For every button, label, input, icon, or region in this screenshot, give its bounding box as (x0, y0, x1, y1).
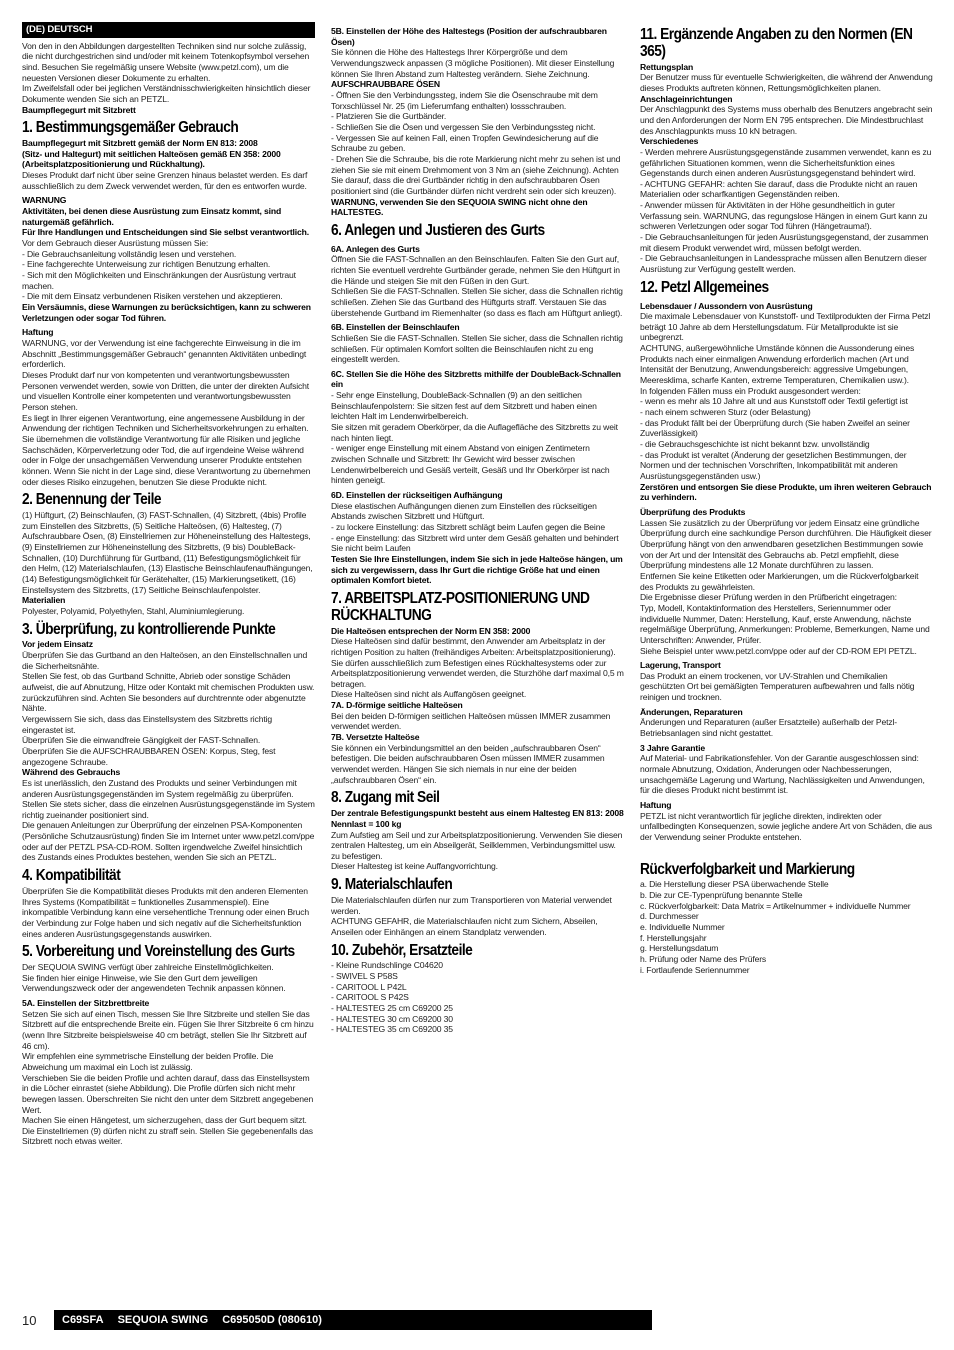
bold-paragraph: Rettungsplan (640, 61, 694, 72)
bold-paragraph: Während des Gebrauchs (22, 767, 121, 778)
subsection-heading: Überprüfung des Produkts (640, 506, 746, 517)
bold-paragraph: Anschlageinrichtungen (640, 93, 733, 104)
bold-paragraph: WARNUNG, verwenden Sie den SEQUOIA SWING nicht ohne den HALTESTEG. (331, 196, 588, 218)
paragraph: Die Materialschlaufen dürfen nur zum Transportieren von Material verwendet werden. ACHTUNG GEFAHR, die Materialschlaufen nicht zum Sichern, Abseilen, Anseilen oder Einhängen an einem Standplatz verwenden. (331, 894, 612, 937)
paragraph: Setzen Sie sich auf einen Tisch, messen Sie Ihre Sitzbreite und stellen Sie das Sitzbrett auf die entsprechende Breite ein. Fügen Sie Ihrer Sitzbreite 6 cm hinzu (wenn Ihre Sitzbreite beispielsweise 40 cm beträgt, stellen Sie Ihr Sitzbrett auf 46 cm). Wir empfehlen eine symmetrische Einstellung der beiden Profile. Die Abweichung um maximal ein Loch ist zulässig. Verschieben Sie die beiden Profile und achten darauf, dass das Einstellsystem in die Löcher einrastet (siehe Abbildung). Die Profile dürfen sich nicht mehr bewegen lassen. Überschreiten Sie nicht den unter dem Sitzbrett angegebenen Wert. Machen Sie einen Hängetest, um sicherzugehen, dass der Gurt bequem sitzt. Die Einstellriemen (9) dürfen nicht zu straff sein. Stellen Sie gegebenenfalls das Sitzbrett noch etwas weiter. (22, 1008, 314, 1147)
section-heading: 1. Bestimmungsgemäßer Gebrauch (22, 119, 239, 137)
subsection-heading: 6B. Einstellen der Beinschlaufen (331, 322, 460, 333)
paragraph: Dieses Produkt darf nicht über seine Grenzen hinaus belastet werden. Es darf ausschließlich zu dem Zweck verwendet werden, für den es entworfen wurde. (22, 170, 308, 191)
section-heading: 12. Petzl Allgemeines (640, 278, 769, 296)
section-heading: 3. Überprüfung, zu kontrollierende Punkte (22, 620, 276, 638)
bold-paragraph: Baumpflegegurt mit Sitzbrett gemäß der Norm EN 813: 2008 (Sitz- und Haltegurt) mit seitlichen Halteösen gemäß EN 358: 2000 (Arbeitsplatzpositionierung und Rückhaltung). (22, 138, 281, 170)
section-heading: 7. ARBEITSPLATZ-POSITIONIERUNG UND RÜCKHALTUNG (331, 589, 590, 624)
spacer (640, 843, 933, 857)
paragraph: Die maximale Lebensdauer von Kunststoff- und Textilprodukten der Firma Petzl beträgt 10 Jahre ab dem Herstellungsdatum. Für Metallprodukte ist sie unbegrenzt. ACHTUNG, außergewöhnliche Umstände können die Aussonderung eines Produkts nach einer einmaligen Anwendung erforderlich machen (Art und Intensität der Benutzung, Anwendungsbereich: aggressive Umgebungen, Meeresklima, scharfe Kanten, extreme Temperaturen, Chemikalien usw.). In folgenden Fällen muss ein Produkt ausgesondert werden: - wenn es mehr als 10 Jahre alt und aus Kunststoff oder Textil gefertigt ist - nach einem schweren Sturz (oder Belastung) - das Produkt fällt bei der Überprüfung durch (Sie haben Zweifel an seiner Zuverlässigkeit) - die Gebrauchsgeschichte ist nicht bekannt bzw. unvollständig - das Produkt ist veraltet (Änderung der gesetzlichen Bestimmungen, der Normen und der technischen Vorschriften, Inkompatibilität mit anderen Ausrüstungsgegenständen usw.) (640, 311, 931, 482)
paragraph: Lassen Sie zusätzlich zu der Überprüfung vor jedem Einsatz eine gründliche Überprüfung durch eine sachkundige Person durchführen. Die Häufigkeit dieser Überprüfung hängt von den anwendbaren gesetzlichen Bestimmungen sowie von der Art und der Intensität des Gebrauchs ab. Petzl empfiehlt, diese Überprüfung mindestens alle 12 Monate durchführen zu lassen. Entfernen Sie keine Etiketten oder Markierungen, um die Rückverfolgbarkeit des Produkts zu gewährleisten. Die Ergebnisse dieser Prüfung werden in den Prüfbericht eingetragen: Typ, Modell, Kontaktinformation des Herstellers, Seriennummer oder individuelle Nummer, Daten: Herstellung, Kauf, erste Anwendung, nächste regelmäßige Überprüfung, Anmerkungen: Probleme, Bemerkungen, Name und Unterschriften: Anwender, Prüfer. Siehe Beispiel unter www.petzl.com/ppe oder auf der CD-ROM EPI PETZL. (640, 517, 932, 656)
subsection-heading: 6A. Anlegen des Gurts (331, 243, 420, 254)
bold-paragraph: Aktivitäten, bei denen diese Ausrüstung zum Einsatz kommt, sind naturgemäß gefährlich. Für Ihre Handlungen und Entscheidungen sind Sie selbst verantwortlich. (22, 206, 309, 238)
page-number: 10 (22, 1312, 37, 1328)
bold-paragraph: Der zentrale Befestigungspunkt besteht aus einem Haltesteg EN 813: 2008 Nennlast = 100 kg (331, 808, 624, 829)
page-footer (22, 1310, 652, 1330)
section-heading: Rückverfolgbarkeit und Markierung (640, 860, 855, 878)
paragraph: Schließen Sie die FAST-Schnallen. Stellen Sie sicher, dass die Schnallen richtig schließen. Für optimalen Komfort sollten die Beinschlaufen nicht zu eng eingestellt werden. (331, 332, 623, 365)
subsection-heading: 5A. Einstellen der Sitzbrettbreite (22, 997, 150, 1008)
section-heading: 10. Zubehör, Ersatzteile (331, 941, 473, 959)
subsection-heading: 6D. Einstellen der rückseitigen Aufhängung (331, 490, 503, 501)
section-heading: 6. Anlegen und Justieren des Gurts (331, 221, 545, 239)
paragraph: Der SEQUOIA SWING verfügt über zahlreiche Einstellmöglichkeiten. Sie finden hier einige Hinweise, wie Sie den Gurt dem jeweiligen Verwendungszweck oder der angewendeten Technik anpassen können. (22, 961, 286, 994)
paragraph: - Kleine Rundschlinge C04620 - SWIVEL S P58S - CARITOOL L P42L - CARITOOL S P42S - HALTESTEG 25 cm C69200 25 - HALTESTEG 30 cm C69200 30 - HALTESTEG 35 cm C69200 35 (331, 960, 453, 1035)
paragraph: WARNUNG, vor der Verwendung ist eine fachgerechte Einweisung in die im Abschnitt „Bestimmungsgemäßer Gebrauch“ genannten Aktivitäten unbedingt erforderlich. Dieses Produkt darf nur von kompetenten und verantwortungsbewussten Personen verwendet werden, sowie von Dritten, die unter der direkten Aufsicht und visuellen Kontrolle einer kompetenten und verantwortungsbewussten Person stehen. Es liegt in Ihrer eigenen Verantwortung, eine angemessene Ausbildung in der Anwendung der richtigen Techniken und Sicherheitsvorkehrungen zu erhalten. Sie übernehmen die vollständige Verantwortung für alle Risiken und jegliche Sachschäden, Körperverletzung oder Tod, die auf irgendeine Weise während oder in Folge der unsachgemäßen Verwendung unserer Produkte entstehen können. Wenn Sie nicht in der Lage sind, diese Verantwortung zu übernehmen oder dieses Risiko einzugehen, benutzen Sie diese Produkte nicht. (22, 337, 311, 487)
paragraph: Das Produkt an einem trockenen, vor UV-Strahlen und Chemikalien geschützten Ort bei gemäßigten Temperaturen aufbewahren und falls nötig reinigen und trocknen. (640, 670, 915, 703)
subsection-heading: Haftung (640, 800, 672, 811)
paragraph: Bei den beiden D-förmigen seitlichen Halteösen müssen IMMER zusammen verwendet werden. (331, 710, 611, 732)
subsection-heading: Haftung (22, 327, 54, 338)
text-column-2 (331, 22, 624, 1035)
bold-paragraph: Zerstören und entsorgen Sie diese Produkte, um ihren weiteren Gebrauch zu verhindern. (640, 481, 932, 503)
section-heading: 5. Vorbereitung und Voreinstellung des Gurts (22, 943, 295, 961)
product-code: C69SFA (62, 1314, 104, 1326)
paragraph: - Sehr enge Einstellung, DoubleBack-Schnallen (9) an den seitlichen Beinschlaufenpolstern: Sie sitzen fest auf dem Sitzbrett und haben einen leichten Halt im Lendenwirbelbereich. Sie sitzen mit geradem Oberkörper, da die Auflagefläche des Sitzbretts zu weit nach hinten liegt. - weniger enge Einstellung mit einem Abstand von einigen Zentimetern zwischen Schnalle und Sitzbrett: Ihr Gewicht wird besser zwischen Lendenwirbelbereich und Gesäß verteilt, Gesäß und Ihr Oberkörper ist nach hinten geneigt. (331, 390, 618, 486)
paragraph: Überprüfen Sie das Gurtband an den Halteösen, an den Einstellschnallen und die Sicherheitsnähte. Stellen Sie fest, ob das Gurtband Schnitte, Abrieb oder sonstige Schäden aufweist, die auf Abnutzung, Hitze oder Kontakt mit chemischen Produkten usw. zurückzuführen sind. Achten Sie besonders auf durchtrennte oder abgenutzte Nähte. Vergewissern Sie sich, dass das Einstellsystem des Sitzbretts richtig eingerastet ist. Überprüfen Sie die einwandfreie Gängigkeit der FAST-Schnallen. Überprüfen Sie die AUFSCHRAUBBAREN ÖSEN: Korpus, Steg, fest angezogene Schraube. (22, 649, 315, 767)
paragraph: Diese Halteösen sind dafür bestimmt, den Anwender am Arbeitsplatz in der richtigen Position zu halten (freihändiges Arbeiten: Arbeitsplatzpositionierung). Sie dürfen ausschließlich zum Befestigen eines Rückhaltesystems oder zur Arbeitsplatzpositionierung verwendet werden, die Sturzhöhe darf maximal 0,5 m betragen. Diese Halteösen sind nicht als Auffangösen geeignet. (331, 636, 624, 700)
bold-paragraph: AUFSCHRAUBBARE ÖSEN (331, 79, 440, 90)
section-heading: 9. Materialschlaufen (331, 876, 453, 894)
language-header: (DE) DEUTSCH (22, 22, 315, 38)
subsection-heading: Lagerung, Transport (640, 660, 721, 671)
paragraph: a. Die Herstellung dieser PSA überwachende Stelle b. Die zur CE-Typenprüfung benannte Stelle c. Rückverfolgbarkeit: Data Matrix = Artikelnummer + individuelle Nummer d. Durchmesser e. Individuelle Nummer f. Herstellungsjahr g. Herstellungsdatum h. Prüfung oder Name des Prüfers i. Fortlaufende Seriennummer (640, 879, 911, 975)
paragraph: (1) Hüftgurt, (2) Beinschlaufen, (3) FAST-Schnallen, (4) Sitzbrett, (4bis) Profile zum Einstellen des Sitzbretts, (5) Seitliche Halteösen, (6) Haltesteg, (7) Aufschraubbare Ösen, (8) Einstellriemen zur Höheneinstellung des Haltestegs, (9) Einstellriemen zur Höheneinstellung des Sitzbretts, (9 bis) DoubleBack-Schnallen, (10) Durchführung für Gurtband, (11) Befestigungsmöglichkeit für den Helm, (12) Materialschlaufen, (13) Elastische Beinschlaufenaufhängungen, (14) Befestigungsmöglichkeit für Gerätehalter, (15) Markierungsetikett, (16) Einstellsystem des Sitzbretts, (17) Seitliche Beinschlaufenpolster. (22, 509, 313, 595)
subsection-heading: 6C. Stellen Sie die Höhe des Sitzbretts mithilfe der DoubleBack-Schnallen ein (331, 368, 621, 390)
paragraph: Von den in den Abbildungen dargestellten Techniken sind nur solche zulässig, die nicht durchgestrichen sind und/oder mit keinem Totenkopfsymbol versehen sind. Besuchen Sie regelmäßig unsere Website (www.petzl.com), um die neuesten Versionen dieser Dokumente zu erhalten. Im Zweifelsfall oder bei jeglichen Verständnisschwierigkeiten hinsichtlich dieser Dokumente wenden Sie sich an PETZL. (22, 40, 311, 105)
section-heading: 8. Zugang mit Seil (331, 789, 440, 807)
paragraph: Auf Material- und Fabrikationsfehler. Von der Garantie ausgeschlossen sind: normale Abnutzung, Oxidation, Änderungen oder Nachbesserungen, unsachgemäße Lagerung und Wartung, Nachlässigkeiten und Anwendungen, für die dieses Produkt nicht bestimmt ist. (640, 753, 925, 796)
bold-paragraph: 7B. Versetzte Halteöse (331, 732, 420, 743)
section-heading: 4. Kompatibilität (22, 867, 121, 885)
bold-paragraph: Verschiedenes (640, 136, 699, 147)
paragraph: PETZL ist nicht verantwortlich für jegliche direkten, indirekten oder unfallbedingten Konsequenzen, sowie jegliche andere Art von Schäden, die aus der Verwendung seiner Produkte entstehen. (640, 810, 932, 843)
subsection-heading: 5B. Einstellen der Höhe des Haltestegs (Position der aufschraubbaren Ösen) (331, 26, 607, 47)
paragraph: Öffnen Sie die FAST-Schnallen an den Beinschlaufen. Falten Sie den Gurt auf, richten Sie eventuell verdrehte Gurtbänder gerade, nehmen Sie den Hüftgurt in die Hände und steigen Sie mit den Füßen in den Gurt. Schließen Sie die FAST-Schnallen. Stellen Sie sicher, dass die Schnallen richtig schließen. Ziehen Sie das Gurtband des Hüftgurts straff. Verstauen Sie das überstehende Gurtband im Riemenhalter (so dass es flach am Hüftgurt anliegt). (331, 254, 623, 318)
subsection-heading: Änderungen, Reparaturen (640, 706, 743, 717)
footer-bar (54, 1310, 652, 1330)
paragraph: Änderungen und Reparaturen (außer Ersatzteile) außerhalb der Petzl-Betriebsanlagen sind nicht gestattet. (640, 717, 897, 739)
bold-paragraph: Die Halteösen entsprechen der Norm EN 358: 2000 (331, 625, 531, 636)
subsection-heading: 3 Jahre Garantie (640, 742, 705, 753)
paragraph: Der Anschlagpunkt des Systems muss oberhalb des Benutzers angebracht sein und den Anforderungen der Norm EN 795 entsprechen. Die Mindestbruchlast des Anschlagpunkts muss 10 kN betragen. (640, 104, 933, 136)
bold-paragraph: Vor jedem Einsatz (22, 639, 93, 650)
text-column-1 (22, 22, 315, 1147)
paragraph: Es ist unerlässlich, den Zustand des Produkts und seiner Verbindungen mit anderen Ausrüstungsgegenständen im System regelmäßig zu überprüfen. Stellen Sie stets sicher, dass die einzelnen Ausrüstungsgegenstände im System richtig zueinander positioniert sind. Die genauen Anleitungen zur Überprüfung der einzelnen PSA-Komponenten (Persönliche Schutzausrüstung) finden Sie im Internet unter www.petzl.com/ppe oder auf der PETZL PSA-CD-ROM. Sollten irgendwelche Zweifel hinsichtlich des Zustands eines Produktes bestehen, wenden Sie sich an PETZL. (22, 777, 315, 863)
section-heading: 11. Ergänzende Angaben zu den Normen (EN 365) (640, 26, 913, 60)
paragraph: Polyester, Polyamid, Polyethylen, Stahl, Aluminiumlegierung. (22, 605, 245, 616)
bold-paragraph: Ein Versäumnis, diese Warnungen zu berücksichtigen, kann zu schweren Verletzungen oder sogar Tod führen. (22, 302, 311, 323)
subsection-heading: WARNUNG (22, 195, 67, 206)
bold-paragraph: Materialien (22, 595, 66, 606)
text-column-3 (640, 22, 933, 975)
paragraph: Vor dem Gebrauch dieser Ausrüstung müssen Sie: - Die Gebrauchsanleitung vollständig lesen und verstehen. - Eine fachgerechte Unterweisung zur richtigen Benutzung erhalten. - Sich mit den Möglichkeiten und Einschränkungen der Ausrüstung vertraut machen. - Die mit dem Einsatz verbundenen Risiken verstehen und akzeptieren. (22, 238, 296, 302)
subsection-heading: Lebensdauer / Aussondern von Ausrüstung (640, 300, 813, 311)
paragraph: Überprüfen Sie die Kompatibilität dieses Produkts mit den anderen Elementen Ihres Systems (Kompatibilität = funktionelles Zusammenspiel). Eine inkompatible Verbindung kann eine versehentliche Trennung oder einen Bruch der Verbindung zur Folge haben und sich negativ auf die Sicherheitsfunktion eines anderen Ausrüstungsgegenstands auswirken. (22, 885, 310, 939)
paragraph: - Öffnen Sie den Verbindungssteg, indem Sie die Ösenschraube mit dem Torxschlüssel Nr. 25 (im Lieferumfang enthalten) lossschrauben. - Platzieren Sie die Gurtbänder. - Schließen Sie die Ösen und vergessen Sie den Verbindungssteg nicht. - Vergessen Sie auf keinen Fall, einen Tropfen Gewindesicherung auf die Schraube zu geben. - Drehen Sie die Schraube, bis die rote Markierung nicht mehr zu sehen ist und ziehen Sie sie mit einem Drehmoment von 3 Nm an (siehe Zeichnung). Achten Sie darauf, dass die drei Gurtbänder richtig in den aufschraubbaren Ösen positioniert sind (die Gurtbänder dürfen nicht verdreht sein oder sich kreuzen). (331, 89, 621, 196)
paragraph: Sie können die Höhe des Haltestegs Ihrer Körpergröße und dem Verwendungszweck anpassen (3 mögliche Positionen). Mit dieser Einstellung können Sie Ihren Abstand zum Haltesteg verändern. Siehe Zeichnung. (331, 47, 615, 79)
bold-paragraph: Testen Sie Ihre Einstellungen, indem Sie sich in jede Halteöse hängen, um sich zu vergewissern, dass Ihr Gurt die richtige Größe hat und einen optimalen Komfort bietet. (331, 553, 623, 586)
paragraph: - Werden mehrere Ausrüstungsgegenstände zusammen verwendet, kann es zu gefährlichen Situationen kommen, wenn die Sicherheitsfunktion eines Gegenstands durch einen anderen Ausrüstungsgegenstand behindert wird. - ACHTUNG GEFAHR: achten Sie darauf, dass die Produkte nicht an rauen Materialien oder scharfkantigen Gegenständen reiben. - Anwender müssen für Aktivitäten in der Höhe gesundheitlich in guter Verfassung sein. WARNUNG, das regungslose Hängen in einem Gurt kann zu schweren Verletzungen oder sogar Tod führen (Hängetrauma!). - Die Gebrauchsanleitungen für jeden Ausrüstungsgegenstand, der zusammen mit diesem Produkt verwendet wird, müssen befolgt werden. - Die Gebrauchsanleitungen in Landessprache müssen allen Benutzern dieser Ausrüstung zur Verfügung gestellt werden. (640, 146, 932, 275)
bold-paragraph: Baumpflegegurt mit Sitzbrett (22, 104, 136, 115)
bold-paragraph: 7A. D-förmige seitliche Halteösen (331, 700, 463, 711)
document-reference: C695050D (080610) (222, 1314, 322, 1326)
paragraph: Sie können ein Verbindungsmittel an den beiden „aufschraubbaren Ösen“ befestigen. Die beiden aufschraubbaren Ösen müssen IMMER zusammen verwendet werden. Hängen Sie sich niemals in nur eine der beiden „aufschraubbaren Ösen“ ein. (331, 742, 605, 785)
paragraph: Zum Aufstieg am Seil und zur Arbeitsplatzpositionierung. Verwenden Sie diesen zentralen Haltesteg, um ein Abseilgerät, Seilklemmen, Verbindungsmittel usw. zu befestigen. Dieser Haltesteg ist keine Auffangvorrichtung. (331, 829, 623, 872)
section-heading: 2. Benennung der Teile (22, 491, 162, 509)
paragraph: Der Benutzer muss für eventuelle Schwierigkeiten, die während der Anwendung dieses Produkts auftreten können, Rettungsmöglichkeiten planen. (640, 72, 933, 93)
product-name: SEQUOIA SWING (117, 1314, 209, 1326)
paragraph: Diese elastischen Aufhängungen dienen zum Einstellen des rückseitigen Abstands zwischen Sitzbrett und Hüftgurt. - zu lockere Einstellung: das Sitzbrett schlägt beim Laufen gegen die Beine - enge Einstellung: das Sitzbrett wird unter dem Gesäß gehalten und behindert Sie nicht beim Laufen (331, 500, 619, 554)
